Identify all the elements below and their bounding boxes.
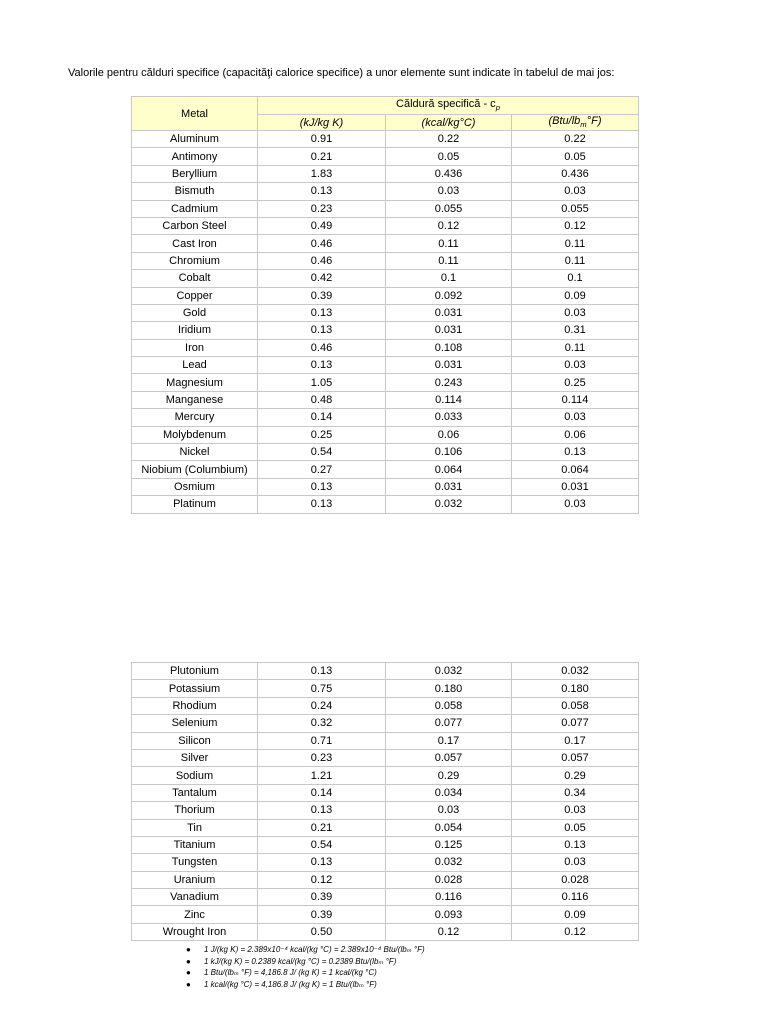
table-row bbox=[132, 426, 639, 443]
cell-kj-kg-k: 0.42 bbox=[258, 270, 386, 287]
table-row bbox=[132, 767, 639, 784]
cell-kcal-kg-c: 0.031 bbox=[386, 304, 512, 321]
cell-btu-lb-f: 0.12 bbox=[512, 923, 639, 940]
cell-kcal-kg-c: 0.11 bbox=[386, 235, 512, 252]
cell-metal: Manganese bbox=[132, 391, 258, 408]
cell-kcal-kg-c: 0.077 bbox=[386, 715, 512, 732]
cell-metal: Tin bbox=[132, 819, 258, 836]
cell-btu-lb-f: 0.057 bbox=[512, 749, 639, 766]
cell-kj-kg-k: 0.75 bbox=[258, 680, 386, 697]
cell-kj-kg-k: 0.13 bbox=[258, 304, 386, 321]
cell-btu-lb-f: 0.180 bbox=[512, 680, 639, 697]
table-row bbox=[132, 444, 639, 461]
header-unit-kcal: (kcal/kg°C) bbox=[386, 115, 512, 131]
cell-kcal-kg-c: 0.064 bbox=[386, 461, 512, 478]
cell-metal: Rhodium bbox=[132, 697, 258, 714]
cell-kj-kg-k: 0.39 bbox=[258, 906, 386, 923]
cell-btu-lb-f: 0.03 bbox=[512, 802, 639, 819]
cell-metal: Aluminum bbox=[132, 131, 258, 148]
header-unit-btu: $(Btu/lb_m^\circ F)$ bbox=[512, 115, 639, 131]
table-row bbox=[132, 461, 639, 478]
cell-btu-lb-f: 0.13 bbox=[512, 836, 639, 853]
table-row bbox=[132, 148, 639, 165]
intro-text: Valorile pentru călduri specifice (capacităţi calorice specifice) a unor elemente sunt indicate în tabelul de mai jos: bbox=[68, 67, 615, 79]
cell-kcal-kg-c: 0.031 bbox=[386, 478, 512, 495]
cell-metal: Silicon bbox=[132, 732, 258, 749]
cell-metal: Plutonium bbox=[132, 663, 258, 680]
table-row bbox=[132, 784, 639, 801]
cell-btu-lb-f: 0.1 bbox=[512, 270, 639, 287]
cell-btu-lb-f: 0.11 bbox=[512, 235, 639, 252]
table-row bbox=[132, 732, 639, 749]
bullet-icon: ● bbox=[186, 945, 191, 954]
table-row bbox=[132, 749, 639, 766]
bullet-icon: ● bbox=[186, 979, 191, 989]
cell-metal: Bismuth bbox=[132, 183, 258, 200]
cell-kcal-kg-c: 0.108 bbox=[386, 339, 512, 356]
table-row bbox=[132, 496, 639, 513]
cell-kcal-kg-c: 0.032 bbox=[386, 663, 512, 680]
cell-kj-kg-k: 0.39 bbox=[258, 287, 386, 304]
cell-kcal-kg-c: 0.031 bbox=[386, 357, 512, 374]
table-row bbox=[132, 287, 639, 304]
cell-kcal-kg-c: 0.033 bbox=[386, 409, 512, 426]
cell-kj-kg-k: 0.13 bbox=[258, 802, 386, 819]
cell-kcal-kg-c: 0.03 bbox=[386, 183, 512, 200]
cell-metal: Carbon Steel bbox=[132, 217, 258, 234]
cell-btu-lb-f: 0.09 bbox=[512, 287, 639, 304]
cell-kcal-kg-c: 0.03 bbox=[386, 802, 512, 819]
cell-btu-lb-f: 0.077 bbox=[512, 715, 639, 732]
cell-btu-lb-f: 0.03 bbox=[512, 183, 639, 200]
cell-kj-kg-k: 0.12 bbox=[258, 871, 386, 888]
cell-metal: Sodium bbox=[132, 767, 258, 784]
cell-kcal-kg-c: 0.058 bbox=[386, 697, 512, 714]
conversion-notes bbox=[186, 944, 425, 990]
table-row bbox=[132, 802, 639, 819]
cell-kj-kg-k: 0.27 bbox=[258, 461, 386, 478]
cell-kcal-kg-c: 0.092 bbox=[386, 287, 512, 304]
cell-kj-kg-k: 0.25 bbox=[258, 426, 386, 443]
table-row bbox=[132, 322, 639, 339]
cell-metal: Molybdenum bbox=[132, 426, 258, 443]
cell-metal: Antimony bbox=[132, 148, 258, 165]
cell-kcal-kg-c: 0.17 bbox=[386, 732, 512, 749]
table-row bbox=[132, 374, 639, 391]
cell-btu-lb-f: 0.116 bbox=[512, 889, 639, 906]
cell-btu-lb-f: 0.09 bbox=[512, 906, 639, 923]
cell-metal: Tantalum bbox=[132, 784, 258, 801]
cell-kj-kg-k: 0.54 bbox=[258, 836, 386, 853]
cell-kcal-kg-c: 0.028 bbox=[386, 871, 512, 888]
cell-btu-lb-f: 0.03 bbox=[512, 409, 639, 426]
cell-btu-lb-f: 0.12 bbox=[512, 217, 639, 234]
cell-kj-kg-k: 0.13 bbox=[258, 496, 386, 513]
cell-kcal-kg-c: 0.06 bbox=[386, 426, 512, 443]
cell-kj-kg-k: 0.46 bbox=[258, 252, 386, 269]
cell-kcal-kg-c: 0.243 bbox=[386, 374, 512, 391]
cell-metal: Magnesium bbox=[132, 374, 258, 391]
cell-kj-kg-k: 0.46 bbox=[258, 235, 386, 252]
cell-metal: Thorium bbox=[132, 802, 258, 819]
cell-btu-lb-f: 0.032 bbox=[512, 663, 639, 680]
cell-kj-kg-k: 0.54 bbox=[258, 444, 386, 461]
cell-kcal-kg-c: 0.125 bbox=[386, 836, 512, 853]
cell-metal: Chromium bbox=[132, 252, 258, 269]
cell-kcal-kg-c: 0.032 bbox=[386, 496, 512, 513]
table-row bbox=[132, 680, 639, 697]
cell-btu-lb-f: 0.25 bbox=[512, 374, 639, 391]
table-row bbox=[132, 200, 639, 217]
cell-btu-lb-f: 0.22 bbox=[512, 131, 639, 148]
table-row bbox=[132, 357, 639, 374]
cell-kj-kg-k: 0.49 bbox=[258, 217, 386, 234]
cell-metal: Tungsten bbox=[132, 854, 258, 871]
cell-kj-kg-k: 0.23 bbox=[258, 749, 386, 766]
cell-kcal-kg-c: 0.12 bbox=[386, 923, 512, 940]
cell-metal: Osmium bbox=[132, 478, 258, 495]
cell-kj-kg-k: 0.21 bbox=[258, 819, 386, 836]
cell-metal: Beryllium bbox=[132, 165, 258, 182]
cell-metal: Cadmium bbox=[132, 200, 258, 217]
header-unit-kj: (kJ/kg K) bbox=[258, 115, 386, 131]
cell-kj-kg-k: 1.21 bbox=[258, 767, 386, 784]
cell-kcal-kg-c: 0.29 bbox=[386, 767, 512, 784]
cell-btu-lb-f: 0.03 bbox=[512, 304, 639, 321]
cell-kj-kg-k: 0.39 bbox=[258, 889, 386, 906]
cell-btu-lb-f: 0.028 bbox=[512, 871, 639, 888]
cell-kj-kg-k: 0.13 bbox=[258, 663, 386, 680]
cell-btu-lb-f: 0.03 bbox=[512, 854, 639, 871]
cell-kcal-kg-c: 0.180 bbox=[386, 680, 512, 697]
cell-metal: Cobalt bbox=[132, 270, 258, 287]
note-item: ● 1 Btu/(lbₘ °F) = 4,186.8 J/ (kg K) = 1 kcal/(kg °C) bbox=[186, 968, 377, 977]
cell-kj-kg-k: 0.50 bbox=[258, 923, 386, 940]
cell-btu-lb-f: 0.17 bbox=[512, 732, 639, 749]
cell-kcal-kg-c: 0.031 bbox=[386, 322, 512, 339]
table-row bbox=[132, 183, 639, 200]
cell-kj-kg-k: 0.24 bbox=[258, 697, 386, 714]
cell-metal: Zinc bbox=[132, 906, 258, 923]
table-row bbox=[132, 923, 639, 940]
cell-metal: Mercury bbox=[132, 409, 258, 426]
cell-kcal-kg-c: 0.034 bbox=[386, 784, 512, 801]
table-row bbox=[132, 663, 639, 680]
table-row bbox=[132, 819, 639, 836]
cell-metal: Selenium bbox=[132, 715, 258, 732]
note-item: ● 1 J/(kg K) = 2.389x10⁻⁴ kcal/(kg °C) = 2.389x10⁻⁴ Btu/(lbₘ °F) bbox=[186, 945, 425, 954]
cell-kcal-kg-c: 0.11 bbox=[386, 252, 512, 269]
cell-metal: Gold bbox=[132, 304, 258, 321]
cell-kcal-kg-c: 0.436 bbox=[386, 165, 512, 182]
cell-metal: Copper bbox=[132, 287, 258, 304]
table-row bbox=[132, 339, 639, 356]
table-row bbox=[132, 391, 639, 408]
cell-metal: Vanadium bbox=[132, 889, 258, 906]
table-row bbox=[132, 270, 639, 287]
table-row bbox=[132, 478, 639, 495]
cell-btu-lb-f: 0.29 bbox=[512, 767, 639, 784]
bullet-icon: ● bbox=[186, 956, 191, 966]
table-row bbox=[132, 906, 639, 923]
header-metal: Metal bbox=[132, 97, 258, 131]
cell-kcal-kg-c: 0.05 bbox=[386, 148, 512, 165]
cell-kcal-kg-c: 0.057 bbox=[386, 749, 512, 766]
cell-btu-lb-f: 0.03 bbox=[512, 357, 639, 374]
cell-kj-kg-k: 1.83 bbox=[258, 165, 386, 182]
cell-metal: Silver bbox=[132, 749, 258, 766]
table-row bbox=[132, 889, 639, 906]
cell-kj-kg-k: 0.13 bbox=[258, 183, 386, 200]
cell-btu-lb-f: 0.11 bbox=[512, 252, 639, 269]
cell-kcal-kg-c: 0.114 bbox=[386, 391, 512, 408]
cell-metal: Nickel bbox=[132, 444, 258, 461]
cell-btu-lb-f: 0.34 bbox=[512, 784, 639, 801]
cell-btu-lb-f: 0.13 bbox=[512, 444, 639, 461]
table-row bbox=[132, 235, 639, 252]
cell-btu-lb-f: 0.058 bbox=[512, 697, 639, 714]
cell-kcal-kg-c: 0.22 bbox=[386, 131, 512, 148]
cell-kcal-kg-c: 0.1 bbox=[386, 270, 512, 287]
table-row bbox=[132, 871, 639, 888]
table-row bbox=[132, 836, 639, 853]
cell-metal: Lead bbox=[132, 357, 258, 374]
note-item: ● 1 kJ/(kg K) = 0.2389 kcal/(kg °C) = 0.2389 Btu/(lbₘ °F) bbox=[186, 956, 397, 966]
cell-btu-lb-f: 0.06 bbox=[512, 426, 639, 443]
table-row bbox=[132, 715, 639, 732]
cell-kcal-kg-c: 0.12 bbox=[386, 217, 512, 234]
cell-btu-lb-f: 0.03 bbox=[512, 496, 639, 513]
table-row bbox=[132, 217, 639, 234]
cell-kj-kg-k: 0.13 bbox=[258, 854, 386, 871]
cell-metal: Iridium bbox=[132, 322, 258, 339]
cell-btu-lb-f: 0.114 bbox=[512, 391, 639, 408]
cell-kcal-kg-c: 0.054 bbox=[386, 819, 512, 836]
cell-kj-kg-k: 0.46 bbox=[258, 339, 386, 356]
cell-metal: Platinum bbox=[132, 496, 258, 513]
cell-metal: Niobium (Columbium) bbox=[132, 461, 258, 478]
cell-kcal-kg-c: 0.093 bbox=[386, 906, 512, 923]
cell-kj-kg-k: 0.21 bbox=[258, 148, 386, 165]
cell-btu-lb-f: 0.05 bbox=[512, 819, 639, 836]
cell-btu-lb-f: 0.31 bbox=[512, 322, 639, 339]
cell-kcal-kg-c: 0.106 bbox=[386, 444, 512, 461]
cell-kj-kg-k: 1.05 bbox=[258, 374, 386, 391]
cell-btu-lb-f: 0.436 bbox=[512, 165, 639, 182]
table-row bbox=[132, 697, 639, 714]
cell-kcal-kg-c: 0.032 bbox=[386, 854, 512, 871]
cell-btu-lb-f: 0.031 bbox=[512, 478, 639, 495]
cell-kj-kg-k: 0.91 bbox=[258, 131, 386, 148]
cell-metal: Iron bbox=[132, 339, 258, 356]
table-row bbox=[132, 854, 639, 871]
table-row bbox=[132, 409, 639, 426]
specific-heat-table-1 bbox=[131, 96, 639, 514]
bullet-icon: ● bbox=[186, 968, 191, 977]
cell-btu-lb-f: 0.05 bbox=[512, 148, 639, 165]
cell-metal: Potassium bbox=[132, 680, 258, 697]
table-row bbox=[132, 304, 639, 321]
cell-metal: Uranium bbox=[132, 871, 258, 888]
table-row bbox=[132, 165, 639, 182]
cell-kj-kg-k: 0.13 bbox=[258, 357, 386, 374]
table-row bbox=[132, 252, 639, 269]
cell-metal: Titanium bbox=[132, 836, 258, 853]
cell-kj-kg-k: 0.13 bbox=[258, 478, 386, 495]
note-item: ● 1 kcal/(kg °C) = 4,186.8 J/ (kg K) = 1 Btu/(lbₘ °F) bbox=[186, 979, 377, 989]
cell-kj-kg-k: 0.71 bbox=[258, 732, 386, 749]
cell-kj-kg-k: 0.23 bbox=[258, 200, 386, 217]
cell-metal: Wrought Iron bbox=[132, 923, 258, 940]
cell-kj-kg-k: 0.14 bbox=[258, 409, 386, 426]
cell-btu-lb-f: 0.055 bbox=[512, 200, 639, 217]
cell-kcal-kg-c: 0.055 bbox=[386, 200, 512, 217]
cell-kcal-kg-c: 0.116 bbox=[386, 889, 512, 906]
cell-kj-kg-k: 0.48 bbox=[258, 391, 386, 408]
cell-btu-lb-f: 0.064 bbox=[512, 461, 639, 478]
cell-kj-kg-k: 0.14 bbox=[258, 784, 386, 801]
cell-btu-lb-f: 0.11 bbox=[512, 339, 639, 356]
specific-heat-table-2 bbox=[131, 662, 639, 941]
header-specific-heat: Căldură specifică - $c_p$ bbox=[258, 97, 639, 115]
cell-kj-kg-k: 0.13 bbox=[258, 322, 386, 339]
cell-kj-kg-k: 0.32 bbox=[258, 715, 386, 732]
cell-metal: Cast Iron bbox=[132, 235, 258, 252]
table-row bbox=[132, 131, 639, 148]
